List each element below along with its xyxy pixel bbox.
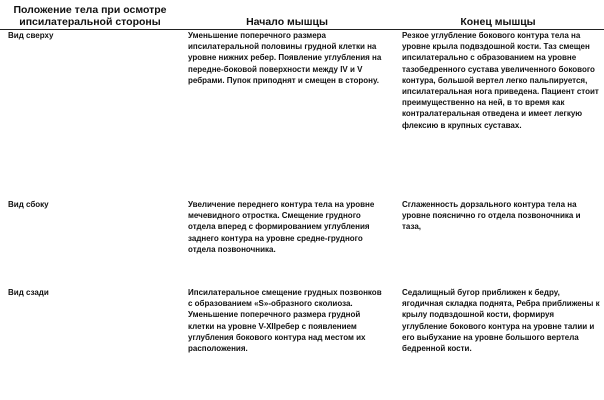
- muscle-start-cell: Увеличение переднего контура тела на уровне мечевидного отростка. Смещение грудного отдела вперед с формированием углубления заднего контура на уровне средне-грудного отдела позвоночника.: [188, 200, 375, 254]
- row-label: Вид сверху: [8, 31, 54, 40]
- header-muscle-end: Конец мышцы: [392, 0, 604, 30]
- row-label: Вид сбоку: [8, 200, 49, 209]
- muscle-start-cell: Уменьшение поперечного размера ипсилатеральной половины грудной клетки на уровне нижних ребер. Появление углубления на передне-боковой поверхности между IV и V ребрами. Пупок приподнят и смещен в сторону.: [188, 31, 382, 85]
- muscle-end-cell: Резкое углубление бокового контура тела на уровне крыла подвздошной кости. Таз смещен ипсилатерально с образованием на уровне тазобедренного сустава увеличенного бокового контура, большой вертел легко пальпируется, ипсилатеральная нога приведена. Пациент стоит преимущественно на ней, в то время как контралатеральная отведена и имеет легкую флексию в крупных суставах.: [402, 31, 599, 130]
- muscle-end-cell: Сглаженность дорзального контура тела на уровне пояснично го отдела позвоночника и таза,: [402, 200, 581, 232]
- table-row: [0, 279, 604, 399]
- muscle-start-cell: Ипсилатеральное смещение грудных позвонков с образованием «S»-образного сколиоза. Уменьшение поперечного размера грудной клетки на уровне V-XIIребер с появлением углубления бокового контура над местом их расположения.: [188, 288, 382, 354]
- table-row: [0, 190, 604, 279]
- header-body-position: Положение тела при осмотре ипсилатеральной стороны: [0, 0, 182, 30]
- table-row: [0, 30, 604, 191]
- row-label: Вид сзади: [8, 288, 49, 297]
- muscle-end-cell: Седалищный бугор приближен к бедру, ягодичная складка поднята, Ребра приближены к крылу подвздошной кости, формируя углубление бокового контура на уровне талии и его выбухание на уровне большого вертела бедренной кости.: [402, 288, 600, 354]
- header-muscle-start: Начало мышцы: [182, 0, 392, 30]
- table-header-row: [0, 0, 604, 30]
